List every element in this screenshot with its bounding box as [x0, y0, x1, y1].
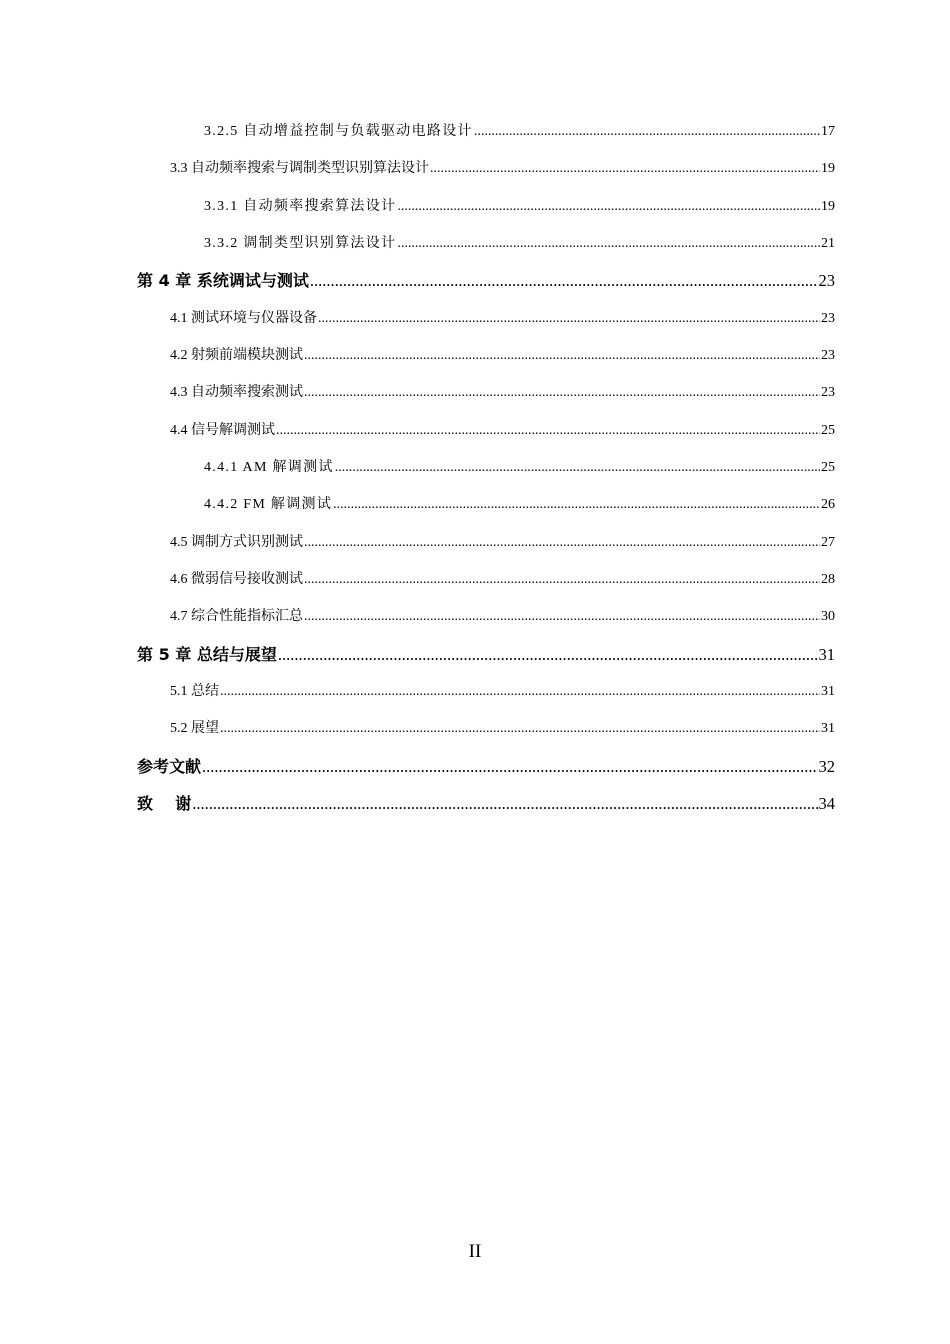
toc-entry-title: 4.1 测试环境与仪器设备	[170, 311, 317, 326]
toc-entry-title: 3.3 自动频率搜索与调制类型识别算法设计	[170, 161, 429, 176]
toc-entry[interactable]	[204, 122, 835, 144]
toc-leader-dots	[310, 271, 818, 291]
toc-entry-page: 25	[821, 460, 835, 475]
toc-entry-page: 30	[821, 609, 835, 624]
toc-entry-page: 28	[821, 572, 835, 587]
toc-entry[interactable]	[170, 346, 835, 368]
toc-entry-page: 27	[821, 535, 835, 550]
toc-entry-title: 4.2 射频前端模块测试	[170, 348, 303, 363]
toc-entry-page: 34	[818, 794, 835, 813]
toc-entry-title: 致 谢	[137, 794, 192, 813]
toc-leader-dots	[192, 794, 817, 814]
toc-entry-page: 17	[821, 124, 835, 139]
toc-entry-page: 32	[818, 757, 835, 776]
toc-entry-page: 26	[821, 497, 835, 512]
toc-leader-dots	[304, 533, 820, 553]
toc-entry-page: 23	[818, 271, 835, 290]
toc-entry-title: 5.1 总结	[170, 684, 219, 699]
toc-entry[interactable]	[170, 533, 835, 555]
toc-leader-dots	[474, 122, 820, 142]
toc-entry[interactable]	[204, 495, 835, 517]
toc-leader-dots	[304, 383, 820, 403]
toc-leader-dots	[397, 197, 820, 217]
toc-leader-dots	[318, 309, 820, 329]
toc-entry-page: 21	[821, 236, 835, 251]
toc-leader-dots	[430, 159, 820, 179]
toc-entry-page: 23	[821, 348, 835, 363]
toc-entry-title: 4.4 信号解调测试	[170, 423, 275, 438]
toc-entry-title: 3.3.1 自动频率搜索算法设计	[204, 199, 397, 214]
toc-entry-chapter[interactable]	[137, 757, 835, 779]
toc-entry-title: 第 4 章 系统调试与测试	[137, 271, 309, 290]
toc-entry-page: 25	[821, 423, 835, 438]
toc-entry-page: 19	[821, 161, 835, 176]
toc-entry-title: 4.4.1 AM 解调测试	[204, 460, 334, 475]
toc-entry-page: 23	[821, 385, 835, 400]
toc-entry[interactable]	[204, 458, 835, 480]
toc-entry-page: 31	[818, 645, 835, 664]
toc-entry-chapter[interactable]	[137, 271, 835, 293]
toc-entry-chapter[interactable]	[137, 794, 835, 816]
toc-entry[interactable]	[170, 421, 835, 443]
toc-entry[interactable]	[170, 607, 835, 629]
toc-leader-dots	[276, 421, 820, 441]
toc-leader-dots	[220, 682, 820, 702]
toc-entry[interactable]	[170, 682, 835, 704]
toc-leader-dots	[335, 458, 820, 478]
toc-entry-title: 4.4.2 FM 解调测试	[204, 497, 333, 512]
page-number: II	[468, 1241, 482, 1262]
toc-leader-dots	[202, 757, 817, 777]
toc-leader-dots	[304, 346, 820, 366]
toc-entry-page: 31	[821, 684, 835, 699]
toc-leader-dots	[397, 234, 820, 254]
toc-entry-title: 5.2 展望	[170, 721, 219, 736]
toc-entry[interactable]	[170, 719, 835, 741]
toc-leader-dots	[304, 570, 820, 590]
toc-entry-title: 4.5 调制方式识别测试	[170, 535, 303, 550]
toc-entry-title: 3.3.2 调制类型识别算法设计	[204, 236, 397, 251]
toc-leader-dots	[220, 719, 820, 739]
toc-entry-chapter[interactable]	[137, 645, 835, 667]
toc-leader-dots	[304, 607, 820, 627]
toc-entry-page: 31	[821, 721, 835, 736]
toc-entry-title: 4.7 综合性能指标汇总	[170, 609, 303, 624]
toc-entry-title: 4.6 微弱信号接收测试	[170, 572, 303, 587]
toc-entry-title: 参考文献	[137, 757, 202, 776]
toc-leader-dots	[333, 495, 820, 515]
toc-entry-page: 23	[821, 311, 835, 326]
toc-entry[interactable]	[170, 570, 835, 592]
toc-leader-dots	[278, 645, 818, 665]
toc-entry[interactable]	[170, 309, 835, 331]
toc-entry-title: 第 5 章 总结与展望	[137, 645, 277, 664]
toc-entry[interactable]	[204, 197, 835, 219]
toc-entry-title: 3.2.5 自动增益控制与负载驱动电路设计	[204, 124, 473, 139]
toc-entry[interactable]	[204, 234, 835, 256]
toc-entry-page: 19	[821, 199, 835, 214]
toc-entry[interactable]	[170, 159, 835, 181]
toc-entry[interactable]	[170, 383, 835, 405]
toc-entry-title: 4.3 自动频率搜索测试	[170, 385, 303, 400]
